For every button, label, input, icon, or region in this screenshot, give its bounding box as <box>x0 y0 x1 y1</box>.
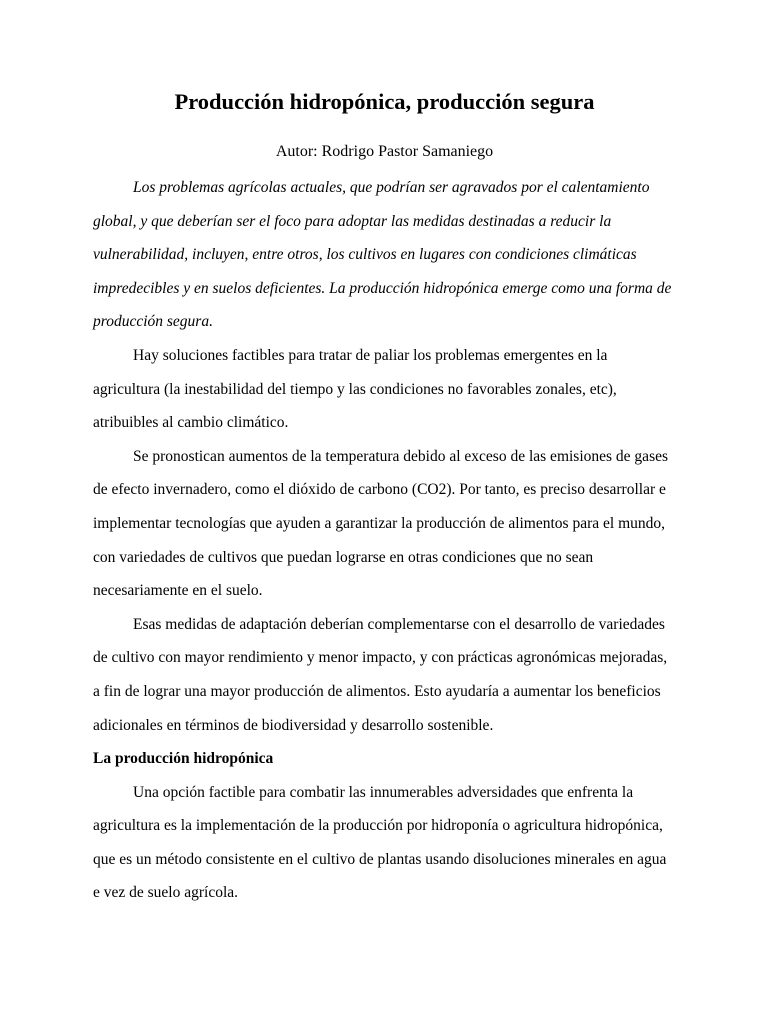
text-line: e vez de suelo agrícola. <box>93 884 239 902</box>
text-line: agricultura (la inestabilidad del tiempo y las condiciones no favorables zonales, etc), <box>93 380 617 398</box>
text-line: necesariamente en el suelo. <box>93 582 263 600</box>
text-line: producción segura. <box>93 313 213 331</box>
text-line: Una opción factible para combatir las innumerables adversidades que enfrenta la <box>133 783 634 801</box>
text-line: Se pronostican aumentos de la temperatura debido al exceso de las emisiones de gases <box>133 447 669 465</box>
abstract-paragraph <box>93 171 676 339</box>
text-line: de efecto invernadero, como el dióxido de carbono (CO2). Por tanto, es preciso desarrollar e <box>93 481 666 499</box>
text-line: agricultura es la implementación de la producción por hidroponía o agricultura hidropónica, <box>93 817 663 835</box>
text-line: con variedades de cultivos que puedan lograrse en otras condiciones que no sean <box>93 548 594 566</box>
body-paragraph-1 <box>93 339 676 440</box>
text-line: que es un método consistente en el cultivo de plantas usando disoluciones minerales en agua <box>93 850 667 868</box>
text-line: implementar tecnologías que ayuden a garantizar la producción de alimentos para el mundo, <box>93 514 665 532</box>
body-paragraph-3 <box>93 608 676 742</box>
text-line: Los problemas agrícolas actuales, que podrían ser agravados por el calentamiento <box>133 179 650 196</box>
text-line: vulnerabilidad, incluyen, entre otros, los cultivos en lugares con condiciones climáticas <box>93 246 637 264</box>
body-paragraph-2 <box>93 440 676 608</box>
body-paragraph-4 <box>93 776 676 910</box>
document-title: Producción hidropónica, producción segura <box>174 89 595 114</box>
author-line: Autor: Rodrigo Pastor Samaniego <box>275 143 494 160</box>
text-line: global, y que deberían ser el foco para adoptar las medidas destinadas a reducir la <box>93 212 612 230</box>
text-line: impredecibles y en suelos deficientes. La producción hidropónica emerge como una forma de <box>93 279 672 297</box>
text-line: Hay soluciones factibles para tratar de paliar los problemas emergentes en la <box>133 346 608 364</box>
text-line: atribuibles al cambio climático. <box>93 414 289 432</box>
text-line: Esas medidas de adaptación deberían complementarse con el desarrollo de variedades <box>133 615 665 633</box>
text-line: adicionales en términos de biodiversidad y desarrollo sostenible. <box>93 716 494 734</box>
text-line: a fin de lograr una mayor producción de alimentos. Esto ayudaría a aumentar los beneficios <box>93 682 661 700</box>
section-heading: La producción hidropónica <box>93 750 274 768</box>
text-line: de cultivo con mayor rendimiento y menor impacto, y con prácticas agronómicas mejoradas, <box>93 649 668 667</box>
